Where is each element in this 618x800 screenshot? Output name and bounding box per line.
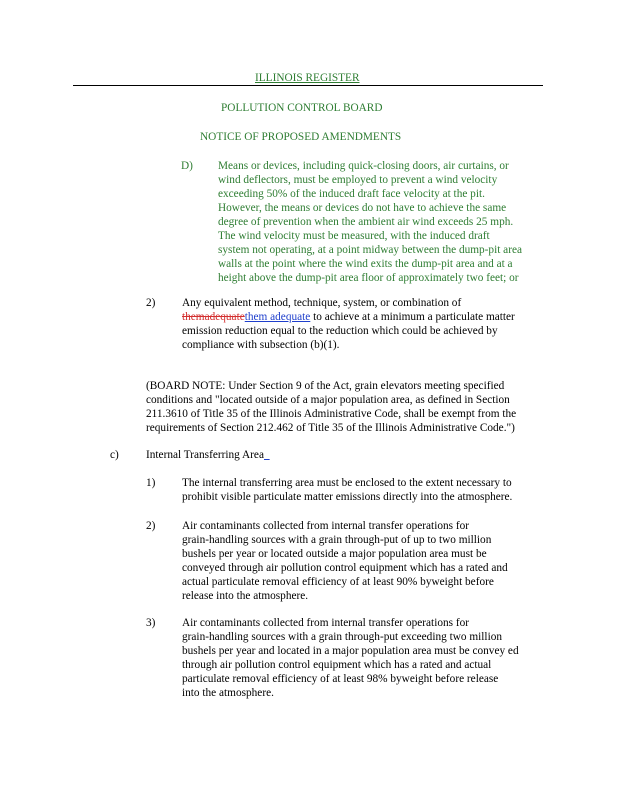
text-line: requirements of Section 212.462 of Title 35 of the Illinois Administrative Code.") (146, 422, 515, 434)
text-line: actual particulate removal efficiency of at least 90% byweight before (182, 576, 494, 588)
text-line: exceeding 50% of the induced draft face velocity at the pit. (218, 188, 485, 200)
text-line: walls at the point where the wind exits the dump-pit area and at a (218, 258, 513, 270)
board-title: POLLUTION CONTROL BOARD (221, 102, 383, 114)
c-item-1-text (182, 476, 512, 504)
text-line: conditions and "located outside of a major population area, as defined in Section (146, 394, 510, 406)
section-c-title (146, 448, 270, 462)
text-line-with-edit (182, 310, 515, 324)
text-line: compliance with subsection (b)(1). (182, 339, 340, 351)
text-line: emission reduction equal to the reduction which could be achieved by (182, 325, 498, 337)
text-line: release into the atmosphere. (182, 590, 309, 602)
text-line: Air contaminants collected from internal transfer operations for (182, 520, 470, 532)
board-note (146, 379, 516, 435)
text-line: The wind velocity must be measured, with the induced draft (218, 230, 490, 242)
section-c-title-text: Internal Transferring Area (146, 449, 264, 461)
c-item-3-text (182, 616, 519, 700)
item-2-text (182, 296, 515, 352)
text-line: system not operating, at a point midway between the dump-pit area (218, 244, 522, 256)
deleted-text: themadequate (182, 311, 245, 323)
text-line: However, the means or devices do not have to achieve the same (218, 202, 507, 214)
text-line: Air contaminants collected from internal transfer operations for (182, 617, 470, 629)
inserted-text: them adequate (244, 311, 311, 323)
text-line: 211.3610 of Title 35 of the Illinois Administrative Code, shall be exempt from the (146, 408, 517, 420)
c-item-2-marker: 2) (146, 520, 156, 532)
text-line: (BOARD NOTE: Under Section 9 of the Act, grain elevators meeting specified (146, 380, 505, 392)
text-line: degree of prevention when the ambient air wind exceeds 25 mph. (218, 216, 514, 228)
c-item-3-marker: 3) (146, 617, 156, 629)
item-2-marker: 2) (146, 297, 156, 309)
text-line: prohibit visible particulate matter emissions directly into the atmosphere. (182, 491, 513, 503)
text-line: The internal transferring area must be enclosed to the extent necessary to (182, 477, 512, 489)
item-d-marker: D) (181, 160, 193, 172)
text-line: bushels per year or located outside a major population area must be (182, 548, 487, 560)
text-line: Any equivalent method, technique, system, or combination of (182, 297, 462, 309)
section-c-marker: c) (110, 449, 119, 461)
text-line: Means or devices, including quick-closing doors, air curtains, or (218, 160, 509, 172)
text-line: into the atmosphere. (182, 687, 274, 699)
text-line: wind deflectors, must be employed to prevent a wind velocity (218, 174, 498, 186)
text-line: grain-handling sources with a grain through-put of up to two million (182, 534, 492, 546)
c-item-1-marker: 1) (146, 477, 156, 489)
item-d-text (218, 159, 522, 285)
section-c-title-mark (264, 449, 270, 461)
text-line: bushels per year and located in a major population area must be convey ed (182, 645, 519, 657)
text-line: particulate removal efficiency of at least 98% byweight before release (182, 673, 499, 685)
c-item-2-text (182, 519, 508, 603)
register-title: ILLINOIS REGISTER (255, 72, 360, 84)
header-rule (73, 85, 543, 86)
text-line: conveyed through air pollution control equipment which has a rated and (182, 562, 508, 574)
text-line: grain-handling sources with a grain through-put exceeding two million (182, 631, 503, 643)
notice-title: NOTICE OF PROPOSED AMENDMENTS (200, 131, 402, 143)
text-line: through air pollution control equipment which has a rated and actual (182, 659, 492, 671)
text-line: height above the dump-pit area floor of approximately two feet; or (218, 272, 519, 284)
text-rest: to achieve at a minimum a particulate matter (310, 311, 515, 323)
